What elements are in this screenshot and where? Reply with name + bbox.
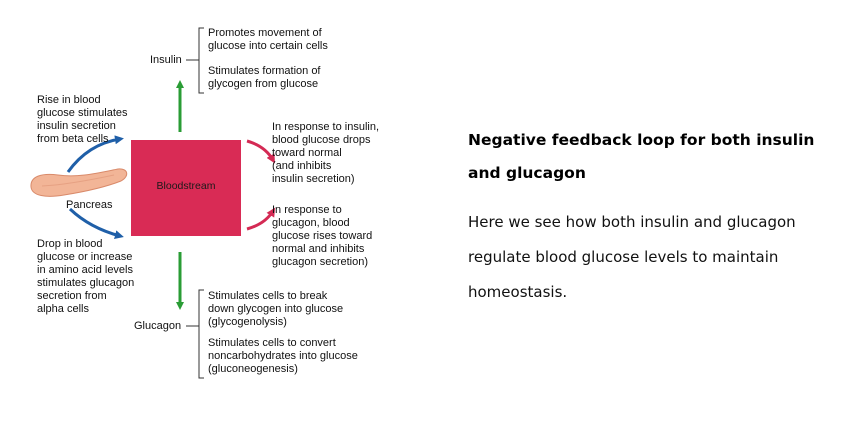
glucagon-feedback-arrow — [247, 211, 273, 229]
insulin-label: Insulin — [150, 54, 182, 66]
pancreas-to-bloodstream-lower-arrow — [70, 209, 120, 236]
insulin-response-text: In response to insulin, blood glucose drops toward normal (and inhibits insulin secretion) — [272, 121, 380, 185]
drop-in-glucose-text: Drop in blood glucose or increase in amino acid levels stimulates glucagon secretion from alpha cells — [37, 238, 135, 315]
description-panel — [468, 124, 828, 310]
glucagon-label: Glucagon — [134, 320, 182, 332]
insulin-feedback-arrow — [247, 141, 273, 160]
insulin-effect-movement: Promotes movement of glucose into certain cells — [208, 27, 328, 52]
pancreas-label: Pancreas — [66, 199, 113, 211]
glucagon-effect-glycogenolysis: Stimulates cells to break down glycogen into glucose (glycogenolysis) — [208, 290, 344, 328]
insulin-effect-glycogen-formation: Stimulates formation of glycogen from glucose — [208, 65, 321, 90]
bloodstream-box — [131, 140, 241, 236]
rise-in-glucose-text: Rise in blood glucose stimulates insulin secretion from beta cells — [37, 94, 128, 145]
glucagon-response-text: In response to glucagon, blood glucose rises toward normal and inhibits glucagon secretion) — [272, 204, 373, 268]
insulin-bracket — [186, 28, 204, 93]
glucagon-bracket — [186, 290, 204, 378]
panel-heading: Negative feedback loop for both insulin and glucagon — [468, 131, 815, 182]
bloodstream-label: Bloodstream — [156, 180, 216, 192]
glucose-regulation-diagram — [28, 22, 408, 402]
panel-body: Here we see how both insulin and glucagon regulate blood glucose levels to maintain homeostasis. — [468, 213, 796, 301]
pancreas-illustration — [31, 169, 127, 196]
glucagon-effect-gluconeogenesis: Stimulates cells to convert noncarbohydrates into glucose (gluconeogenesis) — [208, 337, 358, 375]
